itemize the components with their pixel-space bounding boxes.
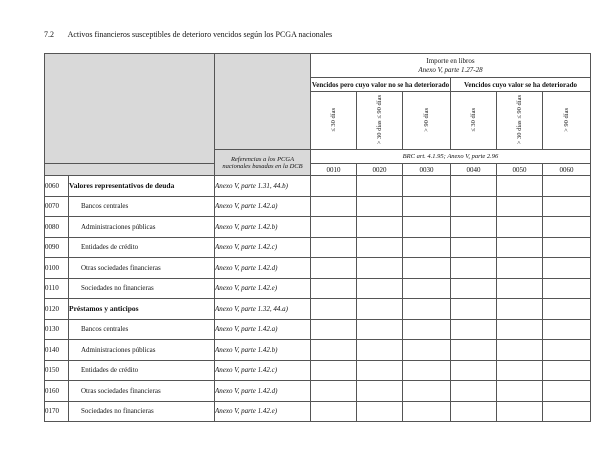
data-cell[interactable] (497, 196, 543, 217)
row-label: Entidades de crédito (69, 360, 215, 381)
row-reference: Anexo V, parte 1.42.c) (215, 237, 311, 258)
data-cell[interactable] (451, 237, 497, 258)
row-reference: Anexo V, parte 1.42.c) (215, 360, 311, 381)
data-cell[interactable] (543, 340, 591, 361)
data-cell[interactable] (403, 196, 451, 217)
data-cell[interactable] (543, 217, 591, 238)
row-code: 0150 (45, 360, 69, 381)
column-header-label: > 90 días (423, 107, 430, 132)
code-row-blank (45, 164, 215, 176)
data-cell[interactable] (451, 176, 497, 197)
column-header-label: > 30 días ≤ 90 días (376, 94, 383, 145)
data-cell[interactable] (311, 319, 357, 340)
data-cell[interactable] (451, 196, 497, 217)
row-label: Préstamos y anticipos (69, 299, 215, 320)
row-reference: Anexo V, parte 1.42.e) (215, 278, 311, 299)
table-row (45, 381, 591, 402)
data-cell[interactable] (311, 237, 357, 258)
column-header-label: ≤ 30 días (330, 107, 337, 132)
data-cell[interactable] (403, 299, 451, 320)
row-label: Sociedades no financieras (69, 278, 215, 299)
data-cell[interactable] (451, 278, 497, 299)
data-cell[interactable] (497, 340, 543, 361)
brc-reference: BRC art. 4.1.95; Anexo V, parte 2.96 (311, 150, 591, 164)
row-code: 0120 (45, 299, 69, 320)
row-label: Administraciones públicas (69, 340, 215, 361)
row-label: Sociedades no financieras (69, 401, 215, 422)
table-row (45, 401, 591, 422)
data-cell[interactable] (451, 401, 497, 422)
importe-ref: Anexo V, parte 1.27-28 (418, 65, 483, 74)
column-code: 0060 (543, 164, 591, 176)
column-code: 0040 (451, 164, 497, 176)
row-label: Bancos centrales (69, 319, 215, 340)
column-header (497, 92, 543, 150)
data-cell[interactable] (497, 319, 543, 340)
data-cell[interactable] (543, 237, 591, 258)
table-row (45, 278, 591, 299)
data-cell[interactable] (543, 278, 591, 299)
data-cell[interactable] (403, 360, 451, 381)
data-cell[interactable] (497, 237, 543, 258)
data-cell[interactable] (497, 360, 543, 381)
table-row (45, 176, 591, 197)
row-code: 0110 (45, 278, 69, 299)
data-cell[interactable] (497, 258, 543, 279)
column-header (403, 92, 451, 150)
data-cell[interactable] (311, 340, 357, 361)
data-cell[interactable] (451, 319, 497, 340)
row-reference: Anexo V, parte 1.42.a) (215, 196, 311, 217)
column-header (451, 92, 497, 150)
data-cell[interactable] (497, 381, 543, 402)
row-reference: Anexo V, parte 1.42.d) (215, 258, 311, 279)
table-row (45, 258, 591, 279)
column-header-label: ≤ 30 días (470, 107, 477, 132)
data-cell[interactable] (357, 278, 403, 299)
data-cell[interactable] (311, 217, 357, 238)
row-reference: Anexo V, parte 1.32, 44.a) (215, 299, 311, 320)
row-code: 0130 (45, 319, 69, 340)
data-cell[interactable] (403, 237, 451, 258)
row-label: Entidades de crédito (69, 237, 215, 258)
row-code: 0080 (45, 217, 69, 238)
row-reference: Anexo V, parte 1.31, 44.b) (215, 176, 311, 197)
data-cell[interactable] (403, 340, 451, 361)
data-cell[interactable] (497, 401, 543, 422)
data-cell[interactable] (497, 299, 543, 320)
row-label: Administraciones públicas (69, 217, 215, 238)
data-cell[interactable] (543, 258, 591, 279)
row-code: 0090 (45, 237, 69, 258)
row-code: 0170 (45, 401, 69, 422)
data-cell[interactable] (403, 258, 451, 279)
data-cell[interactable] (403, 381, 451, 402)
data-cell[interactable] (357, 217, 403, 238)
data-cell[interactable] (451, 258, 497, 279)
data-cell[interactable] (357, 196, 403, 217)
data-cell[interactable] (357, 360, 403, 381)
data-cell[interactable] (543, 381, 591, 402)
data-cell[interactable] (451, 217, 497, 238)
data-cell[interactable] (403, 278, 451, 299)
column-code: 0030 (403, 164, 451, 176)
section-title: Activos financieros susceptibles de deterioro vencidos según los PCGA nacionales (67, 30, 333, 39)
column-header (311, 92, 357, 150)
group-impaired: Vencidos cuyo valor se ha deteriorado (451, 78, 591, 92)
column-code: 0050 (497, 164, 543, 176)
header-blank-cell (45, 54, 215, 164)
row-code: 0100 (45, 258, 69, 279)
row-reference: Anexo V, parte 1.42.e) (215, 401, 311, 422)
header-refs-cell (215, 54, 311, 150)
data-cell[interactable] (357, 340, 403, 361)
column-code: 0020 (357, 164, 403, 176)
data-cell[interactable] (403, 176, 451, 197)
data-cell[interactable] (311, 360, 357, 381)
header-importe-cell (311, 54, 591, 78)
data-cell[interactable] (357, 176, 403, 197)
data-cell[interactable] (451, 299, 497, 320)
column-header-label: > 90 días (563, 107, 570, 132)
data-cell[interactable] (451, 360, 497, 381)
row-label: Bancos centrales (69, 196, 215, 217)
data-cell[interactable] (543, 360, 591, 381)
data-cell[interactable] (311, 258, 357, 279)
data-cell[interactable] (497, 278, 543, 299)
data-cell[interactable] (543, 401, 591, 422)
column-header (543, 92, 591, 150)
table-row (45, 299, 591, 320)
data-cell[interactable] (543, 319, 591, 340)
group-not-impaired: Vencidos pero cuyo valor no se ha deteriorado (311, 78, 451, 92)
row-label: Otras sociedades financieras (69, 381, 215, 402)
section-number: 7.2 (44, 30, 54, 39)
data-cell[interactable] (357, 381, 403, 402)
column-code: 0010 (311, 164, 357, 176)
data-cell[interactable] (403, 401, 451, 422)
data-cell[interactable] (311, 196, 357, 217)
data-cell[interactable] (403, 319, 451, 340)
importe-title: Importe en libros (426, 56, 475, 65)
row-code: 0070 (45, 196, 69, 217)
data-cell[interactable] (357, 401, 403, 422)
data-cell[interactable] (543, 176, 591, 197)
data-cell[interactable] (357, 258, 403, 279)
row-reference: Anexo V, parte 1.42.b) (215, 217, 311, 238)
data-cell[interactable] (357, 299, 403, 320)
table-row (45, 360, 591, 381)
column-header (357, 92, 403, 150)
row-code: 0160 (45, 381, 69, 402)
table-row (45, 340, 591, 361)
table-row (45, 196, 591, 217)
past-due-table (44, 53, 591, 422)
data-cell[interactable] (451, 340, 497, 361)
data-cell[interactable] (311, 299, 357, 320)
data-cell[interactable] (311, 381, 357, 402)
refs-label: Referencias a los PCGA nacionales basadas en la DCB (215, 150, 311, 176)
section-heading (44, 30, 332, 39)
data-cell[interactable] (543, 196, 591, 217)
data-cell[interactable] (543, 299, 591, 320)
table-row (45, 319, 591, 340)
data-cell[interactable] (311, 176, 357, 197)
data-cell[interactable] (357, 319, 403, 340)
row-reference: Anexo V, parte 1.42.b) (215, 340, 311, 361)
data-cell[interactable] (497, 176, 543, 197)
column-header-label: > 30 días ≤ 90 días (516, 94, 523, 145)
table-row (45, 237, 591, 258)
data-cell[interactable] (311, 278, 357, 299)
data-cell[interactable] (311, 401, 357, 422)
row-reference: Anexo V, parte 1.42.d) (215, 381, 311, 402)
row-reference: Anexo V, parte 1.42.a) (215, 319, 311, 340)
data-cell[interactable] (497, 217, 543, 238)
data-cell[interactable] (357, 237, 403, 258)
table-row (45, 217, 591, 238)
row-label: Otras sociedades financieras (69, 258, 215, 279)
data-cell[interactable] (451, 381, 497, 402)
row-code: 0060 (45, 176, 69, 197)
data-cell[interactable] (403, 217, 451, 238)
row-code: 0140 (45, 340, 69, 361)
row-label: Valores representativos de deuda (69, 176, 215, 197)
